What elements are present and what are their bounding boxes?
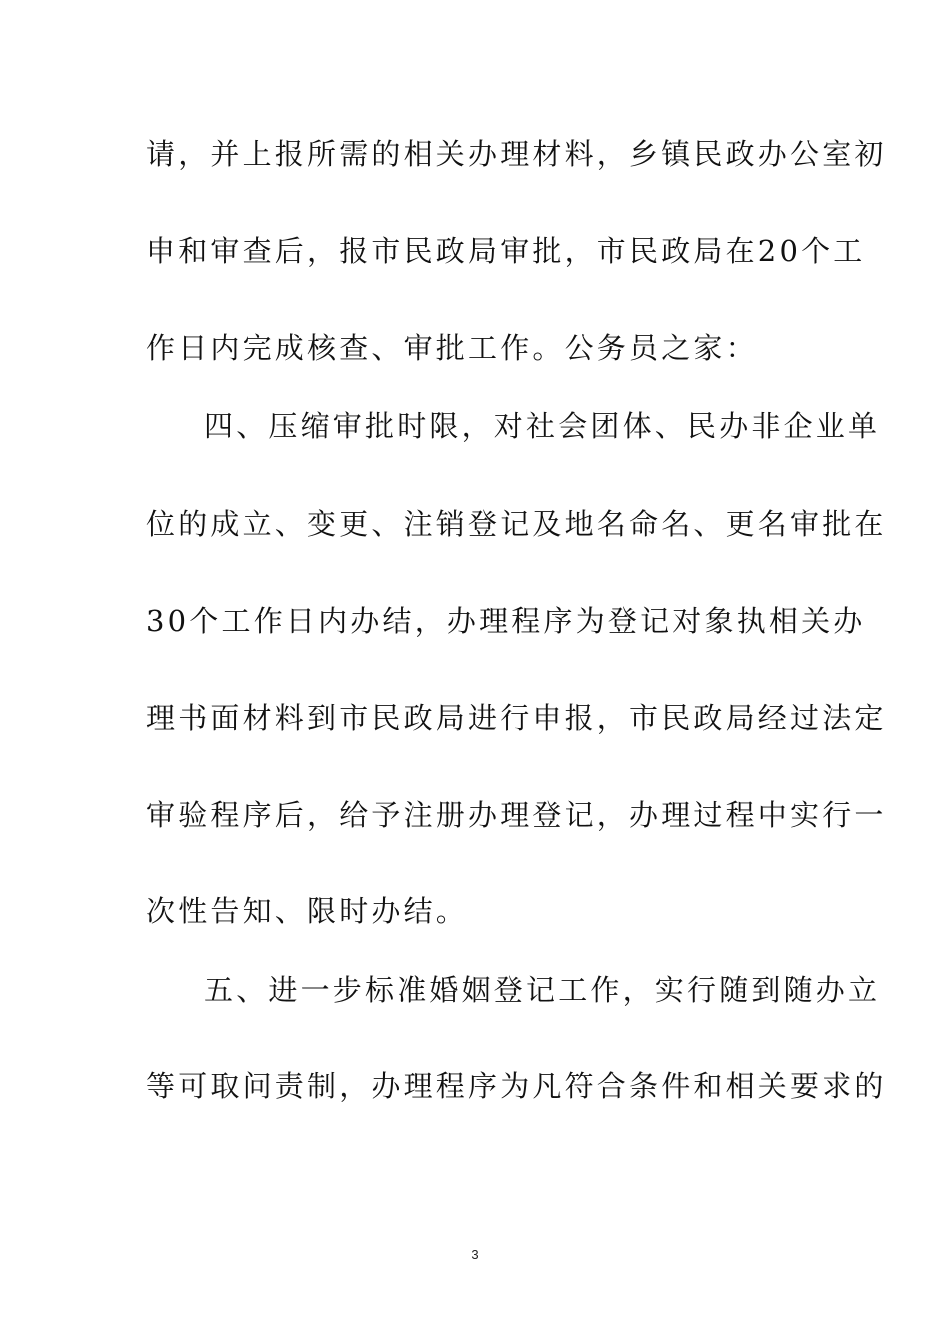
text-line-5: 位的成立、变更、注销登记及地名命名、更名审批在 [146, 507, 887, 541]
paragraph-5-first-line: 五、进一步标准婚姻登记工作，实行随到随办立 [204, 973, 881, 1007]
text-line-8: 审验程序后，给予注册办理登记，办理过程中实行一 [146, 798, 887, 832]
text-line-2: 申和审查后，报市民政局审批，市民政局在20个工 [146, 234, 866, 268]
text-line-1: 请，并上报所需的相关办理材料，乡镇民政办公室初 [146, 137, 887, 171]
page-number: 3 [471, 1247, 479, 1262]
text-line-3: 作日内完成核查、审批工作。公务员之家： [146, 331, 758, 365]
text-line-6: 30个工作日内办结，办理程序为登记对象执相关办 [146, 604, 866, 638]
paragraph-4-first-line: 四、压缩审批时限，对社会团体、民办非企业单 [204, 409, 881, 443]
text-line-9: 次性告知、限时办结。 [146, 894, 469, 928]
text-line-7: 理书面材料到市民政局进行申报，市民政局经过法定 [146, 701, 887, 735]
text-line-11: 等可取问责制，办理程序为凡符合条件和相关要求的 [146, 1069, 887, 1103]
